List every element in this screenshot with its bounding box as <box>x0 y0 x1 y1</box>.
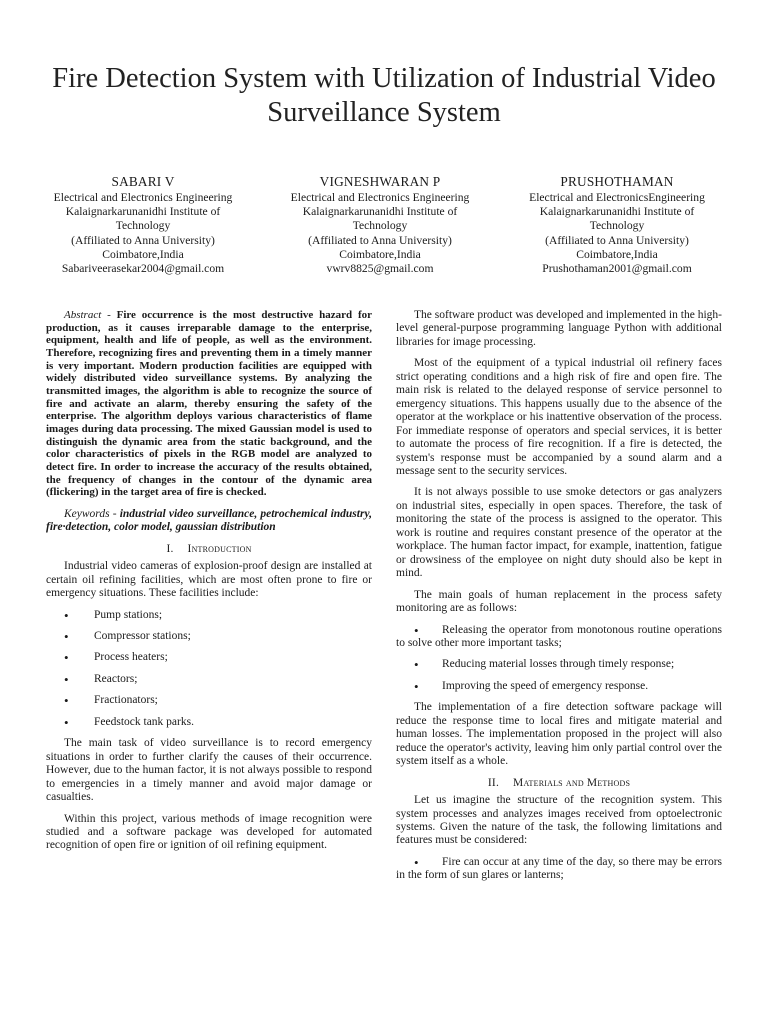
section-heading-introduction: I. Introduction <box>166 542 252 555</box>
author-name: SABARI V <box>111 174 175 189</box>
author-block-2 <box>268 174 492 276</box>
list-item: • Fractionators; <box>46 694 372 707</box>
list-item: • Releasing the operator from monotonous routine operations to solve other more important tasks; <box>396 622 722 649</box>
list-item: • Compressor stations; <box>46 630 372 643</box>
author-institute: Kalaignarkarunanidhi Institute of Technology <box>302 205 458 233</box>
author-department: Electrical and Electronics Engineering <box>53 191 233 204</box>
limitations-list <box>396 856 722 883</box>
body-paragraph: The main goals of human replacement in the process safety monitoring are as follows: <box>396 588 722 615</box>
author-block-1 <box>30 174 256 276</box>
body-paragraph: It is not always possible to use smoke detectors or gas analyzers on industrial sites, especially in open spaces. Therefore, the task of monitoring the state of the process is assigned to the operator. This work is routine and requires constant presence of the operator at the workplace. The human factor impact, for example, inattention, fatigue or drowsiness of the employee on night duty should also be kept in mind. <box>396 486 722 580</box>
abstract <box>46 309 372 499</box>
author-institute: Kalaignarkarunanidhi Institute of Technology <box>65 205 221 233</box>
list-item: • Reactors; <box>46 673 372 686</box>
abstract-text: Fire occurrence is the most destructive hazard for production, as it causes irreparable damage to the enterprise, equipment, health and life of people, as well as the environment. Therefore, recognizing fires and preventing them in a timely manner is very important. Modern production facilities are equipped with widely distributed video surveillance systems. By analyzing the transmitted images, the algorithm is able to recognize the source of fire and activate an alarm, thereby ensuring the safety of the enterprise. The algorithm deploys various characteristics of flame images during data processing. The mixed Gaussian model is used to distinguish the dynamic area from the static background, and the color characteristics of pixels in the RGB model are analyzed to detect fire. In order to increase the accuracy of the results obtained, the frequency of changes in the contour of the dynamic area (flickering) in the target area of fire is checked. <box>46 309 372 499</box>
facility-list <box>46 609 372 730</box>
keywords-label: Keywords - <box>64 507 117 520</box>
body-paragraph: The software product was developed and implemented in the high-level general-purpose programming language Python with additional libraries for image processing. <box>396 309 722 348</box>
list-item: • Fire can occur at any time of the day, so there may be errors in the form of sun glares or lanterns; <box>396 854 722 882</box>
list-item: • Reducing material losses through timely response; <box>414 657 675 673</box>
list-item: • Improving the speed of emergency response. <box>414 678 649 694</box>
abstract-label: Abstract - <box>64 309 111 321</box>
author-name: VIGNESHWARAN P <box>319 174 441 189</box>
author-location: Coimbatore,India <box>102 247 184 261</box>
keywords <box>46 508 372 535</box>
author-location: Coimbatore,India <box>339 247 421 261</box>
author-department: Electrical and ElectronicsEngineering <box>529 191 705 204</box>
author-institute: Kalaignarkarunanidhi Institute of Technology <box>539 205 695 233</box>
author-department: Electrical and Electronics Engineering <box>290 191 470 204</box>
section-heading-methods: II. Materials and Methods <box>487 776 631 789</box>
list-item: • Feedstock tank parks. <box>46 716 372 729</box>
keywords-text: industrial video surveillance, petrochemical industry, fire·detection, color model, gaussian distribution <box>46 507 373 534</box>
author-name: PRUSHOTHAMAN <box>560 174 674 189</box>
body-paragraph: The implementation of a fire detection software package will reduce the response time to local fires and mitigate material and human losses. The implementation proposed in the project will also reduce the operator's activity, leaving him only partial control over the system itself as a whole. <box>396 701 722 768</box>
author-affiliation: (Affiliated to Anna University) <box>71 233 215 247</box>
body-paragraph: The main task of video surveillance is to record emergency situations in order to further clarify the causes of their occurrence. However, due to the human factor, it is not always possible to respond to emergencies in a timely manner and avoid major damage or casualties. <box>46 737 372 804</box>
author-affiliation: (Affiliated to Anna University) <box>308 233 452 247</box>
author-location: Coimbatore,India <box>576 247 658 261</box>
intro-paragraph: Industrial video cameras of explosion-proof design are installed at certain oil refining facilities, which are most often prone to fire or emergency situations. These facilities include: <box>46 560 372 600</box>
author-email: vwrv8825@gmail.com <box>326 262 434 276</box>
list-item: • Process heaters; <box>46 651 372 664</box>
author-block-3 <box>504 174 730 276</box>
author-email: Sabariveerasekar2004@gmail.com <box>61 262 225 276</box>
body-paragraph: Let us imagine the structure of the recognition system. This system processes and analyzes images received from optoelectronic systems. Given the nature of the task, the following limitations and features must be considered: <box>396 794 722 847</box>
body-paragraph: Most of the equipment of a typical industrial oil refinery faces strict operating conditions and a high risk of fire and open fire. The main risk is related to the delayed response of service personnel to emergency situations. This happens usually due to the absence of the operator at the workplace or his inattentive observation of the process. For immediate response of operators and special services, it is better to automate the process of fire recognition. If a fire is detected, the system's response must be accompanied by a sound alarm and a message sent to the security services. <box>396 357 722 477</box>
list-item: • Pump stations; <box>46 609 372 622</box>
right-column <box>396 309 722 891</box>
left-column <box>46 309 372 861</box>
author-affiliation: (Affiliated to Anna University) <box>545 233 689 247</box>
author-email: Prushothaman2001@gmail.com <box>542 262 692 276</box>
body-paragraph: Within this project, various methods of image recognition were studied and a software package was developed for automated recognition of open fire or ignition of oil refining equipment. <box>46 812 372 852</box>
paper-title: Fire Detection System with Utilization of Industrial Video Surveillance System <box>52 63 716 128</box>
goals-list <box>396 624 722 694</box>
